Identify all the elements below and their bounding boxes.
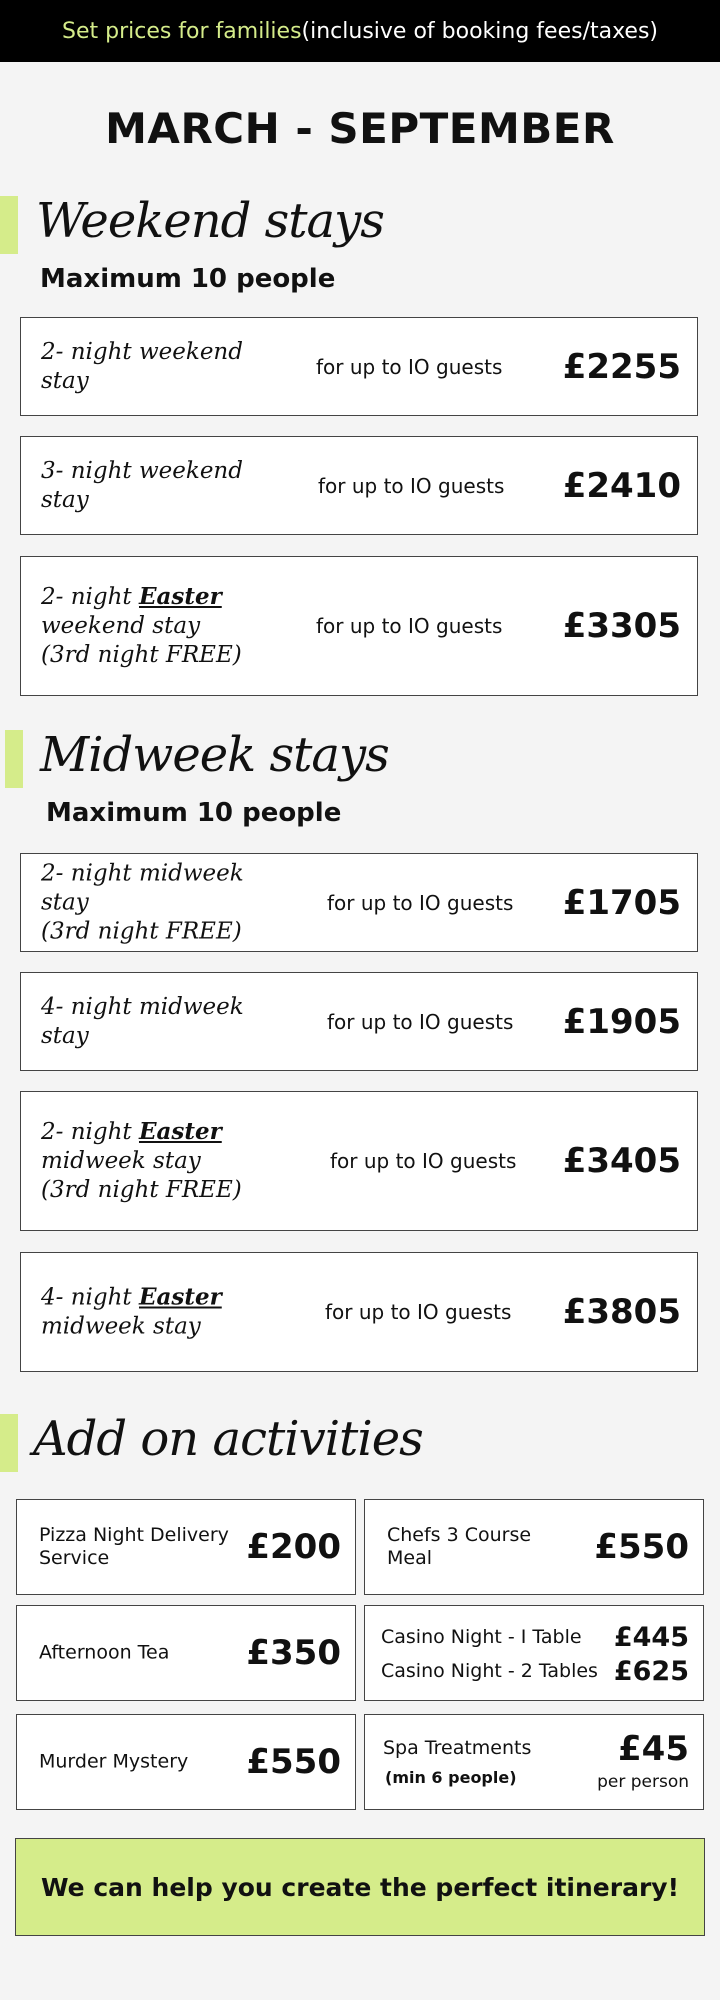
stay-price: £2410 bbox=[562, 465, 681, 506]
addon-card-spa bbox=[364, 1714, 704, 1810]
casino-row bbox=[381, 1654, 689, 1688]
stay-name-line2: weekend stay bbox=[41, 613, 201, 639]
stay-price: £2255 bbox=[562, 346, 681, 387]
price-card bbox=[20, 972, 698, 1071]
guest-limit: for up to IO guests bbox=[316, 614, 503, 638]
addon-price: £200 bbox=[246, 1527, 341, 1567]
guest-limit: for up to IO guests bbox=[325, 1300, 512, 1324]
addon-card bbox=[16, 1605, 356, 1701]
stay-price: £3405 bbox=[562, 1141, 681, 1181]
addon-name: Afternoon Tea bbox=[39, 1641, 170, 1664]
addon-name: Chefs 3 Course Meal bbox=[387, 1524, 532, 1569]
stay-name bbox=[41, 1283, 281, 1342]
section-accent bbox=[5, 730, 23, 788]
header-rest: (inclusive of booking fees/taxes) bbox=[301, 18, 659, 44]
stay-name bbox=[41, 582, 281, 670]
midweek-title: Midweek stays bbox=[40, 727, 389, 783]
casino-row bbox=[381, 1620, 689, 1654]
stay-name: 4- night midweek stay bbox=[41, 993, 244, 1049]
addon-price: £350 bbox=[246, 1633, 341, 1673]
stay-name-prefix: 2- night midweek stay bbox=[41, 860, 244, 915]
stay-name: 3- night weekend stay bbox=[41, 457, 243, 513]
section-accent bbox=[0, 1414, 18, 1472]
addon-name: Casino Night - I Table bbox=[381, 1626, 582, 1648]
addon-price: £550 bbox=[246, 1742, 341, 1782]
stay-price: £1705 bbox=[562, 882, 681, 923]
addon-note: (min 6 people) bbox=[385, 1768, 517, 1787]
header-highlight: Set prices for families bbox=[61, 18, 302, 44]
price-card bbox=[20, 317, 698, 416]
addon-name: Murder Mystery bbox=[39, 1750, 189, 1773]
addon-name: Spa Treatments bbox=[383, 1737, 532, 1759]
stay-name-prefix: 4- night bbox=[41, 1284, 139, 1311]
addon-card bbox=[16, 1499, 356, 1595]
addon-card bbox=[364, 1499, 704, 1595]
stay-name bbox=[41, 1117, 281, 1205]
addon-name: Casino Night - 2 Tables bbox=[381, 1660, 598, 1682]
easter-label: Easter bbox=[138, 583, 222, 610]
addon-price: £45 bbox=[618, 1729, 689, 1769]
price-card bbox=[20, 853, 698, 952]
price-card bbox=[20, 1252, 698, 1372]
season-title: MARCH - SEPTEMBER bbox=[105, 104, 615, 153]
guest-limit: for up to IO guests bbox=[318, 473, 505, 498]
easter-label: Easter bbox=[138, 1283, 222, 1311]
price-card bbox=[20, 556, 698, 696]
stay-price: £3305 bbox=[562, 606, 681, 646]
addon-name: Pizza Night Delivery Service bbox=[39, 1524, 229, 1569]
addons-title: Add on activities bbox=[33, 1411, 423, 1467]
itinerary-banner: We can help you create the perfect itinerary! bbox=[15, 1838, 705, 1936]
addon-card-casino bbox=[364, 1605, 704, 1701]
weekend-subtitle: Maximum 10 people bbox=[40, 264, 336, 294]
stay-name-prefix: 2- night bbox=[41, 1119, 139, 1145]
stay-name-line2: (3rd night FREE) bbox=[41, 918, 242, 944]
price-card bbox=[20, 436, 698, 535]
stay-name-prefix: 2- night bbox=[41, 584, 139, 610]
stay-name-line3: (3rd night FREE) bbox=[41, 1177, 242, 1203]
stay-price: £3805 bbox=[562, 1292, 681, 1332]
addon-card bbox=[16, 1714, 356, 1810]
stay-name-line3: (3rd night FREE) bbox=[41, 642, 242, 668]
addon-price: £550 bbox=[594, 1527, 689, 1567]
header-banner bbox=[0, 0, 720, 62]
price-unit: per person bbox=[597, 1772, 689, 1792]
stay-name-line2: midweek stay bbox=[41, 1148, 201, 1174]
addon-price: £625 bbox=[613, 1655, 689, 1687]
section-accent bbox=[0, 196, 18, 254]
price-card bbox=[20, 1091, 698, 1231]
guest-limit: for up to IO guests bbox=[327, 1009, 514, 1034]
stay-name: 2- night weekend stay bbox=[41, 338, 243, 394]
guest-limit: for up to IO guests bbox=[327, 890, 514, 915]
addon-price: £445 bbox=[613, 1621, 689, 1653]
guest-limit: for up to IO guests bbox=[330, 1149, 517, 1173]
easter-label: Easter bbox=[138, 1118, 222, 1145]
stay-name bbox=[41, 859, 281, 946]
stay-price: £1905 bbox=[562, 1001, 681, 1042]
midweek-subtitle: Maximum 10 people bbox=[46, 798, 342, 828]
weekend-title: Weekend stays bbox=[36, 193, 384, 249]
stay-name-line2: midweek stay bbox=[41, 1313, 201, 1340]
guest-limit: for up to IO guests bbox=[316, 354, 503, 379]
